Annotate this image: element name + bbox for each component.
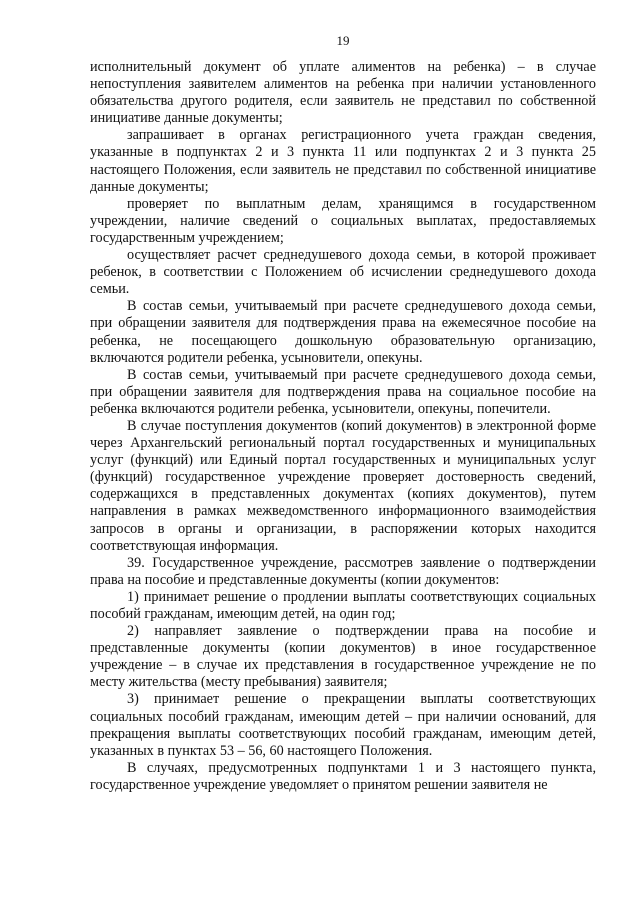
paragraph: В случаях, предусмотренных подпунктами 1 и 3 настоящего пункта, государственное учреждение уведомляет о принятом решении заявителя не xyxy=(90,759,596,793)
subparagraph-3: 3) принимает решение о прекращении выплаты соответствующих социальных пособий гражданам, имеющим детей – при наличии оснований, для прекращения выплаты соответствующих пособий гражданам, имеющим детей, указанных в пунктах 53 – 56, 60 настоящего Положения. xyxy=(90,691,596,759)
paragraph: В случае поступления документов (копий документов) в электронной форме через Архангельский региональный портал государственных и муниципальных услуг (функций) или Единый портал государственных и муниципальных услуг (функций) государственное учреждение проверяет достоверность сведений, содержащихся в представленных документах (копиях документов), путем направления в рамках межведомственного информационного взаимодействия запросов в органы и организации, в распоряжении которых находится соответствующая информация. xyxy=(90,417,596,554)
paragraph-continuation: исполнительный документ об уплате алиментов на ребенка) – в случае непоступления заявителем алиментов на ребенка при наличии установленного обязательства другого родителя, если заявитель не представил по собственной инициативе данные документы; xyxy=(90,59,596,127)
document-body xyxy=(90,59,596,794)
paragraph: проверяет по выплатным делам, хранящимся в государственном учреждении, наличие сведений о социальных выплатах, предоставляемых государственным учреждением; xyxy=(90,195,596,246)
paragraph: В состав семьи, учитываемый при расчете среднедушевого дохода семьи, при обращении заявителя для подтверждения права на социальное пособие на ребенка включаются родители ребенка, усыновители, опекуны, попечители. xyxy=(90,366,596,417)
page-number: 19 xyxy=(336,33,350,48)
paragraph-item-39: 39. Государственное учреждение, рассмотрев заявление о подтверждении права на пособие и представленные документы (копии документов: xyxy=(90,554,596,588)
subparagraph-1: 1) принимает решение о продлении выплаты соответствующих социальных пособий гражданам, имеющим детей, на один год; xyxy=(90,588,596,622)
paragraph: запрашивает в органах регистрационного учета граждан сведения, указанные в подпунктах 2 и 3 пункта 11 или подпунктах 2 и 3 пункта 25 настоящего Положения, если заявитель не представил по собственной инициативе данные документы; xyxy=(90,127,596,195)
subparagraph-2: 2) направляет заявление о подтверждении права на пособие и представленные документы (копии документов) в иное государственное учреждение – в случае их представления в государственное учреждение не по месту жительства (месту пребывания) заявителя; xyxy=(90,623,596,691)
paragraph: В состав семьи, учитываемый при расчете среднедушевого дохода семьи, при обращении заявителя для подтверждения права на ежемесячное пособие на ребенка, не посещающего дошкольную образовательную организацию, включаются родители ребенка, усыновители, опекуны. xyxy=(90,298,596,366)
paragraph: осуществляет расчет среднедушевого дохода семьи, в которой проживает ребенок, в соответствии с Положением об исчислении среднедушевого дохода семьи. xyxy=(90,247,596,298)
